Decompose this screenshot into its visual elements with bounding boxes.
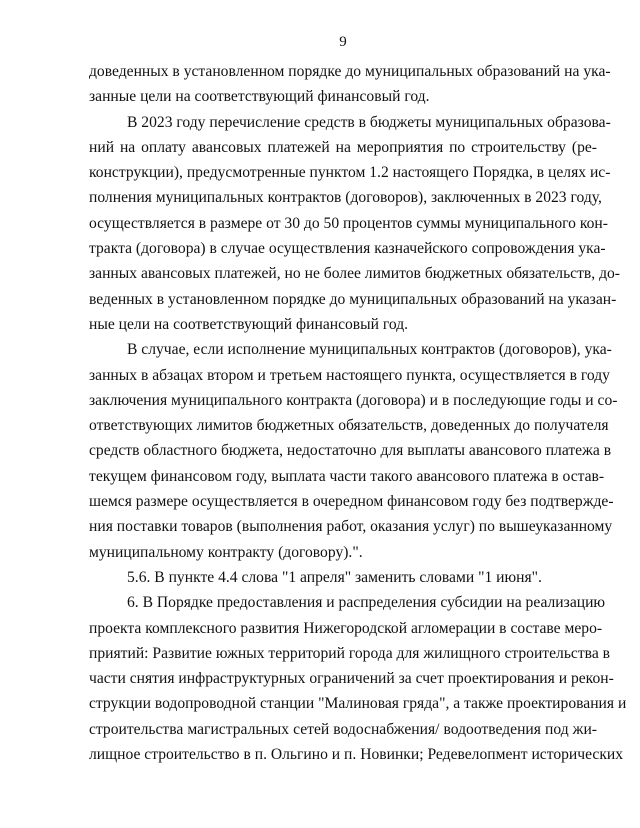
text-line: В случае, если исполнение муниципальных контрактов (договоров), ука- (127, 341, 612, 359)
text-line: шемся размере осуществляется в очередном финансовом году без подтвержде- (89, 493, 614, 511)
text-line: конструкции), предусмотренные пунктом 1.2 настоящего Порядка, в целях ис- (89, 164, 611, 182)
text-line: 6. В Порядке предоставления и распределения субсидии на реализацию (127, 594, 606, 612)
text-line: ния поставки товаров (выполнения работ, оказания услуг) по вышеуказанному (89, 518, 613, 536)
paragraph (89, 565, 597, 590)
text-line: ответствующих лимитов бюджетных обязательств, доведенных до получателя (89, 417, 609, 435)
text-line: занных авансовых платежей, но не более лимитов бюджетных обязательств, до- (89, 265, 621, 283)
text-line: тракта (договора) в случае осуществления казначейского сопровождения ука- (89, 240, 606, 258)
page-number: 9 (339, 34, 347, 50)
paragraph (89, 337, 618, 565)
text-line: строительства магистральных сетей водоснабжения/ водоотведения под жи- (89, 720, 597, 738)
text-line: осуществляется в размере от 30 до 50 процентов суммы муниципального кон- (89, 214, 608, 232)
text-line: проекта комплексного развития Нижегородской агломерации в составе меро- (89, 619, 603, 637)
text-line: веденных в установленном порядке до муниципальных образований на указан- (89, 290, 617, 308)
text-line: полнения муниципальных контрактов (договоров), заключенных в 2023 году, (89, 189, 602, 207)
text-line: заключения муниципального контракта (договора) и в последующие годы и со- (89, 391, 618, 409)
text-line: струкции водопроводной станции "Малиновая гряда", а также проектирования и (89, 695, 627, 713)
text-line: 5.6. В пункте 4.4 слова "1 апреля" заменить словами "1 июня". (127, 568, 542, 586)
paragraph (89, 590, 627, 767)
text-line: доведенных в установленном порядке до муниципальных образований на ука- (89, 63, 611, 80)
text-line: ний на оплату авансовых платежей на мероприятия по строительству (ре- (89, 138, 597, 156)
paragraph (89, 59, 611, 110)
text-line: занных в абзацах втором и третьем настоящего пункта, осуществляется в году (89, 366, 610, 384)
text-line: муниципальному контракту (договору).". (89, 543, 363, 561)
text-line: занные цели на соответствующий финансовый год. (89, 88, 430, 106)
text-line: текущем финансовом году, выплата части такого авансового платежа в остав- (89, 467, 605, 485)
text-line: части снятия инфраструктурных ограничений за счет проектирования и рекон- (89, 670, 614, 688)
text-line: ные цели на соответствующий финансовый год. (89, 315, 409, 333)
text-line: приятий: Развитие южных территорий города для жилищного строительства в (89, 644, 611, 662)
text-line: В 2023 году перечисление средств в бюджеты муниципальных образова- (127, 113, 611, 131)
text-line: средств областного бюджета, недостаточно для выплаты авансового платежа в (89, 442, 612, 460)
text-line: лищное строительство в п. Ольгино и п. Новинки; Редевелопмент исторических (89, 746, 624, 764)
document-body (89, 59, 627, 767)
paragraph (89, 110, 621, 338)
